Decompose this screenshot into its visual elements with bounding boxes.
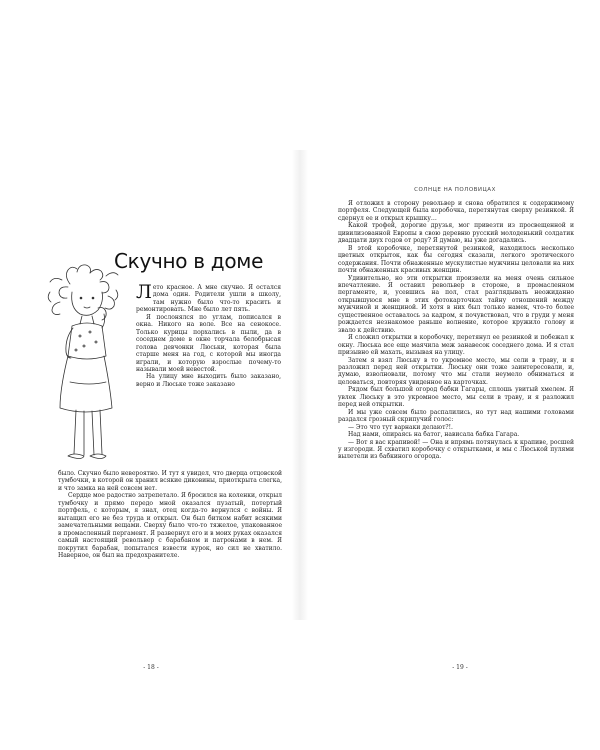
- dialogue-line: — Вот я вас крапивой! — Она и впрямь потянулась к крапиве, росшей у изгороди. Я схватил коробочку с открытками, и мы с Люськой пулями вылетели из бабкиного огорода.: [338, 438, 574, 461]
- drop-cap: Л: [136, 281, 152, 303]
- body-paragraph: Какой трофей, дорогие друзья, мог привезти из просвещенной и цивилизованной Европы в свою деревню русский молоденький солдатик двадцати двух годов от роду? Я думаю, вы уже догадались.: [338, 222, 574, 245]
- body-paragraph: было. Скучно было невероятно. И тут я увидел, что дверца отцовской тумбочки, в которой он хранил всякие диковины, приоткрыта слегка, и что замка на ней совсем нет.: [58, 470, 282, 492]
- body-paragraph: Я сложил открытки в коробочку, перетянул ее резинкой и побежал к окну. Люська все еще маячила меж занавесок соседнего дома. И я стал призывно ей махать, вызывая на улицу.: [338, 334, 574, 357]
- body-paragraph: Удивительно, но эти открытки произвели на меня очень сильное впечатление. Я оставил револьвер в стороне, в промасленном пергаменте, и, усевшись на пол, стал разглядывать неожиданно открывшуюся мне в этих фотокарточках тайну отношений между мужчиной и женщиной. И хотя в них был только намек, что-то более существенное оставалось за кадром, я почувствовал, что в груди у меня рождается незнакомое раньше волнение, которое кружило голову и звало к действию.: [338, 274, 574, 334]
- running-head: СОЛНЦЕ НА ПОЛОВИЦАХ: [414, 187, 496, 193]
- intro-text-column: [136, 281, 281, 388]
- body-paragraph: В этой коробочке, перетянутой резинкой, находилось несколько цветных открыток, как бы сегодня сказали, легкого эротического содержания. Почти обнаженные мускулистые мужчины целовали на них почти обнаженных красивых женщин.: [338, 244, 574, 275]
- page-number: - 19 -: [452, 664, 468, 671]
- right-page: [300, 0, 600, 750]
- page-number: - 18 -: [143, 664, 159, 671]
- right-text-column: [338, 200, 574, 461]
- intro-paragraph: Я послонялся по углам, пописался в окна. Никого на воле. Все на сенокосе. Только курицы порхались в пыли, да в соседнем доме в окне торчала белобрысая голова девчонки Люськи, которая была старше меня на год, с которой мы иногда играли, и которую взрослые почему-то называли моей невестой.: [136, 313, 281, 373]
- girl-illustration: [40, 262, 130, 480]
- body-paragraph: И мы уже совсем было распалились, но тут над нашими головами раздался грозный скрипучий голос:: [338, 408, 574, 424]
- intro-paragraph: На улицу мне выходить было заказано, верно и Люське тоже заказано: [136, 373, 281, 388]
- body-paragraph: Над нами, опираясь на батог, нависала бабка Гагара.: [348, 431, 520, 439]
- body-text-column: [58, 470, 282, 559]
- body-paragraph: Рядом был большой огород бабки Гагары, сплошь увитый хмелем. Я увлек Люську в это укромное место, мы сели в траву, и я разложил перед ней открытки.: [338, 386, 574, 409]
- dialogue-line: — Это что тут варнаки делают?!.: [348, 423, 453, 431]
- body-paragraph: Сердце мое радостно затрепетало. Я бросился на коленки, открыл тумбочку и прямо передо мной оказался пузатый, потертый портфель, с которым, я знал, отец когда-то вернулся с войны. Я вытащил его не без труда и открыл. Он был битком набит всякими замечательными вещами. Сверху было что-то тяжелое, упакованное в промасленный пергамент. Я развернул его и в моих руках оказался самый настоящий револьвер с барабаном и патронами в нем. Я покрутил барабан, попытался взвести курок, но сил не хватило. Наверное, он был на предохранителе.: [58, 492, 282, 559]
- body-paragraph: Затем я взял Люську в то укромное место, мы сели в траву, и я разложил перед ней открытки. Люську они тоже заинтересовали, и, думаю, взволновали, потому что мы стали неумело обниматься и целоваться, повторяя увиденное на карточках.: [338, 356, 574, 386]
- intro-paragraph: Лето красное. А мне скучно. Я остался дома один. Родители ушли в школу, там нужно было что-то красить и ремонтировать. Мне было лет пять.: [136, 281, 281, 314]
- chapter-title: Скучно в доме: [114, 249, 264, 274]
- body-paragraph: Я отложил в сторону револьвер и снова обратился к содержимому портфеля. Следующей была коробочка, перетянутая сверху резинкой. Я сдернул ее и открыл крышку…: [338, 200, 574, 222]
